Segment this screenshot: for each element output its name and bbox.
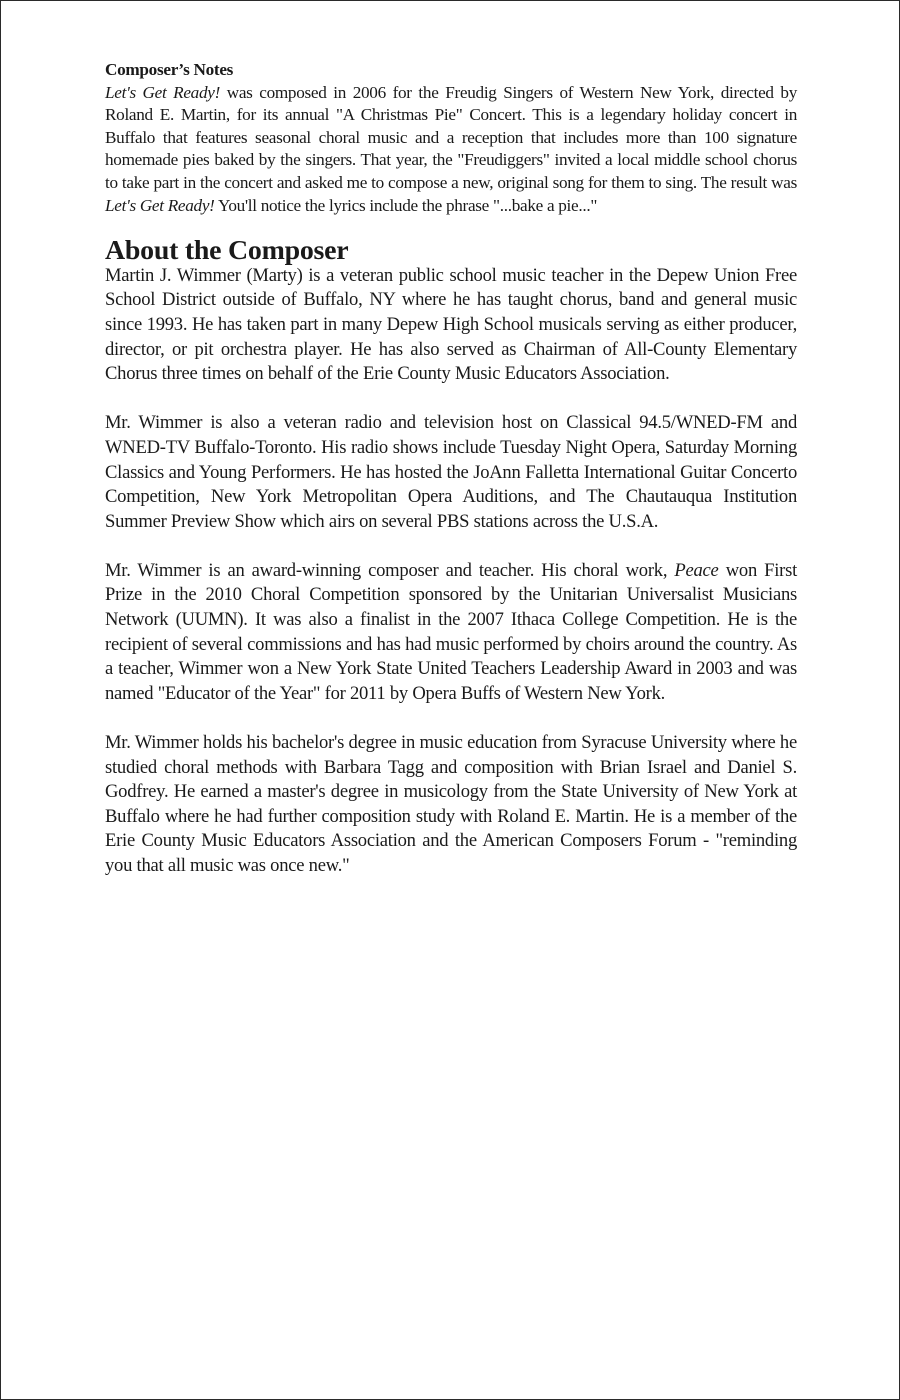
composers-notes-text: was composed in 2006 for the Freudig Singers of Western New York, directed by Roland E. Martin, for its annual "A Christmas Pie" Concert. This is a legendary holiday concert in Buffalo that features seasonal choral music and a reception that includes more than 100 signature homemade pies baked by the singers. That year, the "Freudiggers" invited a local middle school chorus to take part in the concert and asked me to compose a new, original song for them to sing. The result was: [105, 82, 797, 192]
song-title: Let's Get Ready!: [105, 82, 221, 102]
bio-paragraph-broadcasting: Mr. Wimmer is also a veteran radio and television host on Classical 94.5/WNED-FM and WNED-TV Buffalo-Toronto. His radio shows include Tuesday Night Opera, Saturday Morning Classics and Young Performers. He has hosted the JoAnn Falletta International Guitar Concerto Competition, New York Metropolitan Opera Auditions, and The Chautauqua Institution Summer Preview Show which airs on several PBS stations across the U.S.A.: [105, 412, 797, 532]
composers-notes-section: [105, 59, 797, 217]
composers-notes-text: You'll notice the lyrics include the phrase "...bake a pie...": [214, 195, 598, 215]
about-composer-section: [105, 235, 797, 878]
bio-text: won First Prize in the 2010 Choral Competition sponsored by the Unitarian Universalist Musicians Network (UUMN). It was also a finalist in the 2007 Ithaca College Competition. He is the recipient of several commissions and has had music performed by choirs around the country. As a teacher, Wimmer won a New York State United Teachers Leadership Award in 2003 and was named "Educator of the Year" for 2011 by Opera Buffs of Western New York.: [105, 559, 797, 704]
bio-paragraph-awards: [105, 559, 797, 707]
page-content: [105, 59, 797, 879]
bio-paragraph-teaching: Martin J. Wimmer (Marty) is a veteran public school music teacher in the Depew Union Free School District outside of Buffalo, NY where he has taught chorus, band and general music since 1993. He has taken part in many Depew High School musicals serving as either producer, director, or pit orchestra player. He has also served as Chairman of All-County Elementary Chorus three times on behalf of the Erie County Music Educators Association.: [105, 264, 797, 385]
composers-notes-heading: Composer’s Notes: [105, 60, 234, 79]
bio-text: Mr. Wimmer is an award-winning composer and teacher. His choral work,: [105, 559, 675, 581]
work-title: Peace: [674, 559, 719, 581]
bio-paragraph-education: Mr. Wimmer holds his bachelor's degree in music education from Syracuse University where he studied choral methods with Barbara Tagg and composition with Brian Israel and Daniel S. Godfrey. He earned a master's degree in musicology from the State University of New York at Buffalo where he had further composition study with Roland E. Martin. He is a member of the Erie County Music Educators Association and the American Composers Forum - "reminding you that all music was once new.": [105, 732, 797, 876]
about-composer-heading: About the Composer: [105, 235, 349, 267]
song-title: Let's Get Ready!: [105, 195, 215, 215]
composers-notes-paragraph: [105, 82, 797, 218]
